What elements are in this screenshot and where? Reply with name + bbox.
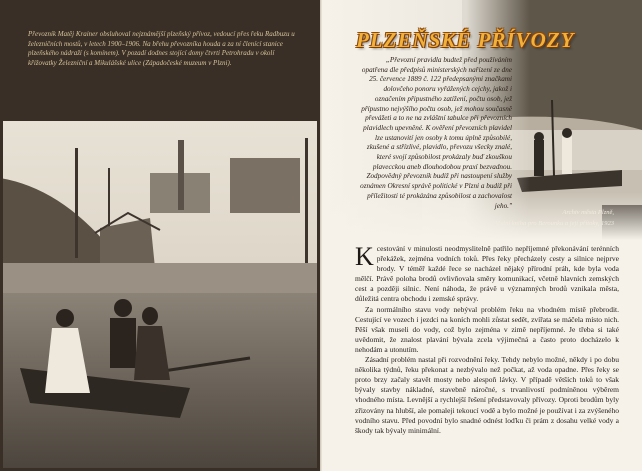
page-title: PLZEŇSKÉ PŘÍVOZY [356, 28, 575, 52]
quote-author: Archiv města Plzně, [562, 209, 614, 216]
quote-block [360, 56, 512, 211]
quote-text: „Převozní pravidla budtež před používáním opatřena dle předpisů ministerských nařízení ze dne 25. července 1889 č. 122 předepsanými značkami dolovčeho ponoru vyřážených cejchy, jakož i označením připustného zatížení, počtu osob, jež přípustno nejvýšího počtu osob, jež mohou současně převážeti a to ne na zvláštní tabulce při převozních plavidlech upevněné. K ověření převozních plavidel lze ustanovití jen osoby k tomu úplně způsobilé, zkušené a střízlivé, plavidlo, převozu všecky znalé, které svojí způsobilost prokázaly buď zkouškou plavecckou aneb dlouhodobou praxí bezvadnou. Zodpovědný převozník budiž při nastoupení služby oznámen Okresní správě politické v Plzni a budiž při příležitosti té prokázána způsobilost a zachovalost jeho." [360, 56, 512, 210]
drop-cap: K [355, 242, 374, 271]
left-page [0, 0, 320, 471]
quote-source: Vodní kniha pro Berounku a její přítoky, 1923 [495, 220, 614, 227]
paragraph-1-text: cestování v minulosti neodmyslitelně patřilo nepříjemné překonávání terénních překážek, zejména vodních toků. Přes řeky přecházely cesty a silnice nejprve brody. V téměř každé řece se nacházel nějaký přírodní práh, kde byla voda mělčí. Právě poloha brodů ovlivňovala směry komunikací, včetně hlavních zemských cest a později silnic. Není náhoda, že právě u významných brodů vznikala města, důležitá centra obchodu i zemské správy. [355, 244, 619, 304]
paragraph-1 [355, 244, 619, 305]
ferry-photo-left [0, 118, 320, 471]
photo-caption: Převozník Matěj Krainer obsluhoval nejznámější plzeňský přívoz, vedoucí přes řeku Radbuzu u železničních mostů, v letech 1900–1906. Na břehu převozníka houda a za ní členící stanice plzeňského nádraží (s komínem). V pozadí dodnes stojící domy čtvrti Petrohradu v okolí křižovatky Železniční a Mikulášské ulice (Západočeské muzeum v Plzni). [28, 30, 295, 67]
paragraph-2: Za normálního stavu vody nebýval problém řeku na vhodném místě přebrodit. Cestující ve vozech i jezdci na koních mohli zůstat sedět, zvířata se máčela místo nich. Pěší však museli do vody, což bylo zejména v zimě nepříjemné. Je třeba si také uvědomit, že znalost plavání bývala zcela výjimečná a často proto docházelo k nehodám a utonutím. [355, 304, 619, 354]
paragraph-3: Zásadní problém nastal při rozvodnění řeky. Tehdy nebylo možné, někdy i po dobu několika týdnů, řeku překonat a nezbývalo než počkat, až voda opadne. Přes řeky se proto brzy začaly stavět mosty nebo alespoň lávky. V případě větších toků to však bývaly stavby nákladné, stavebně náročné, s trvanlivostí podmíněnou výběrem vhodného místa. Levnější a rychlejší řešení představovaly přívozy. Oproti brodům byly zřizovány na hlubší, ale pomaleji tekoucí vodě a bylo možné je používat i za zvýšeného vodního stavu. Před povodní bylo snadné odnést loďku či prám z dosahu velké vody a škody tak bývaly minimální. [355, 355, 619, 435]
article-body [355, 244, 619, 436]
right-page [322, 0, 642, 471]
